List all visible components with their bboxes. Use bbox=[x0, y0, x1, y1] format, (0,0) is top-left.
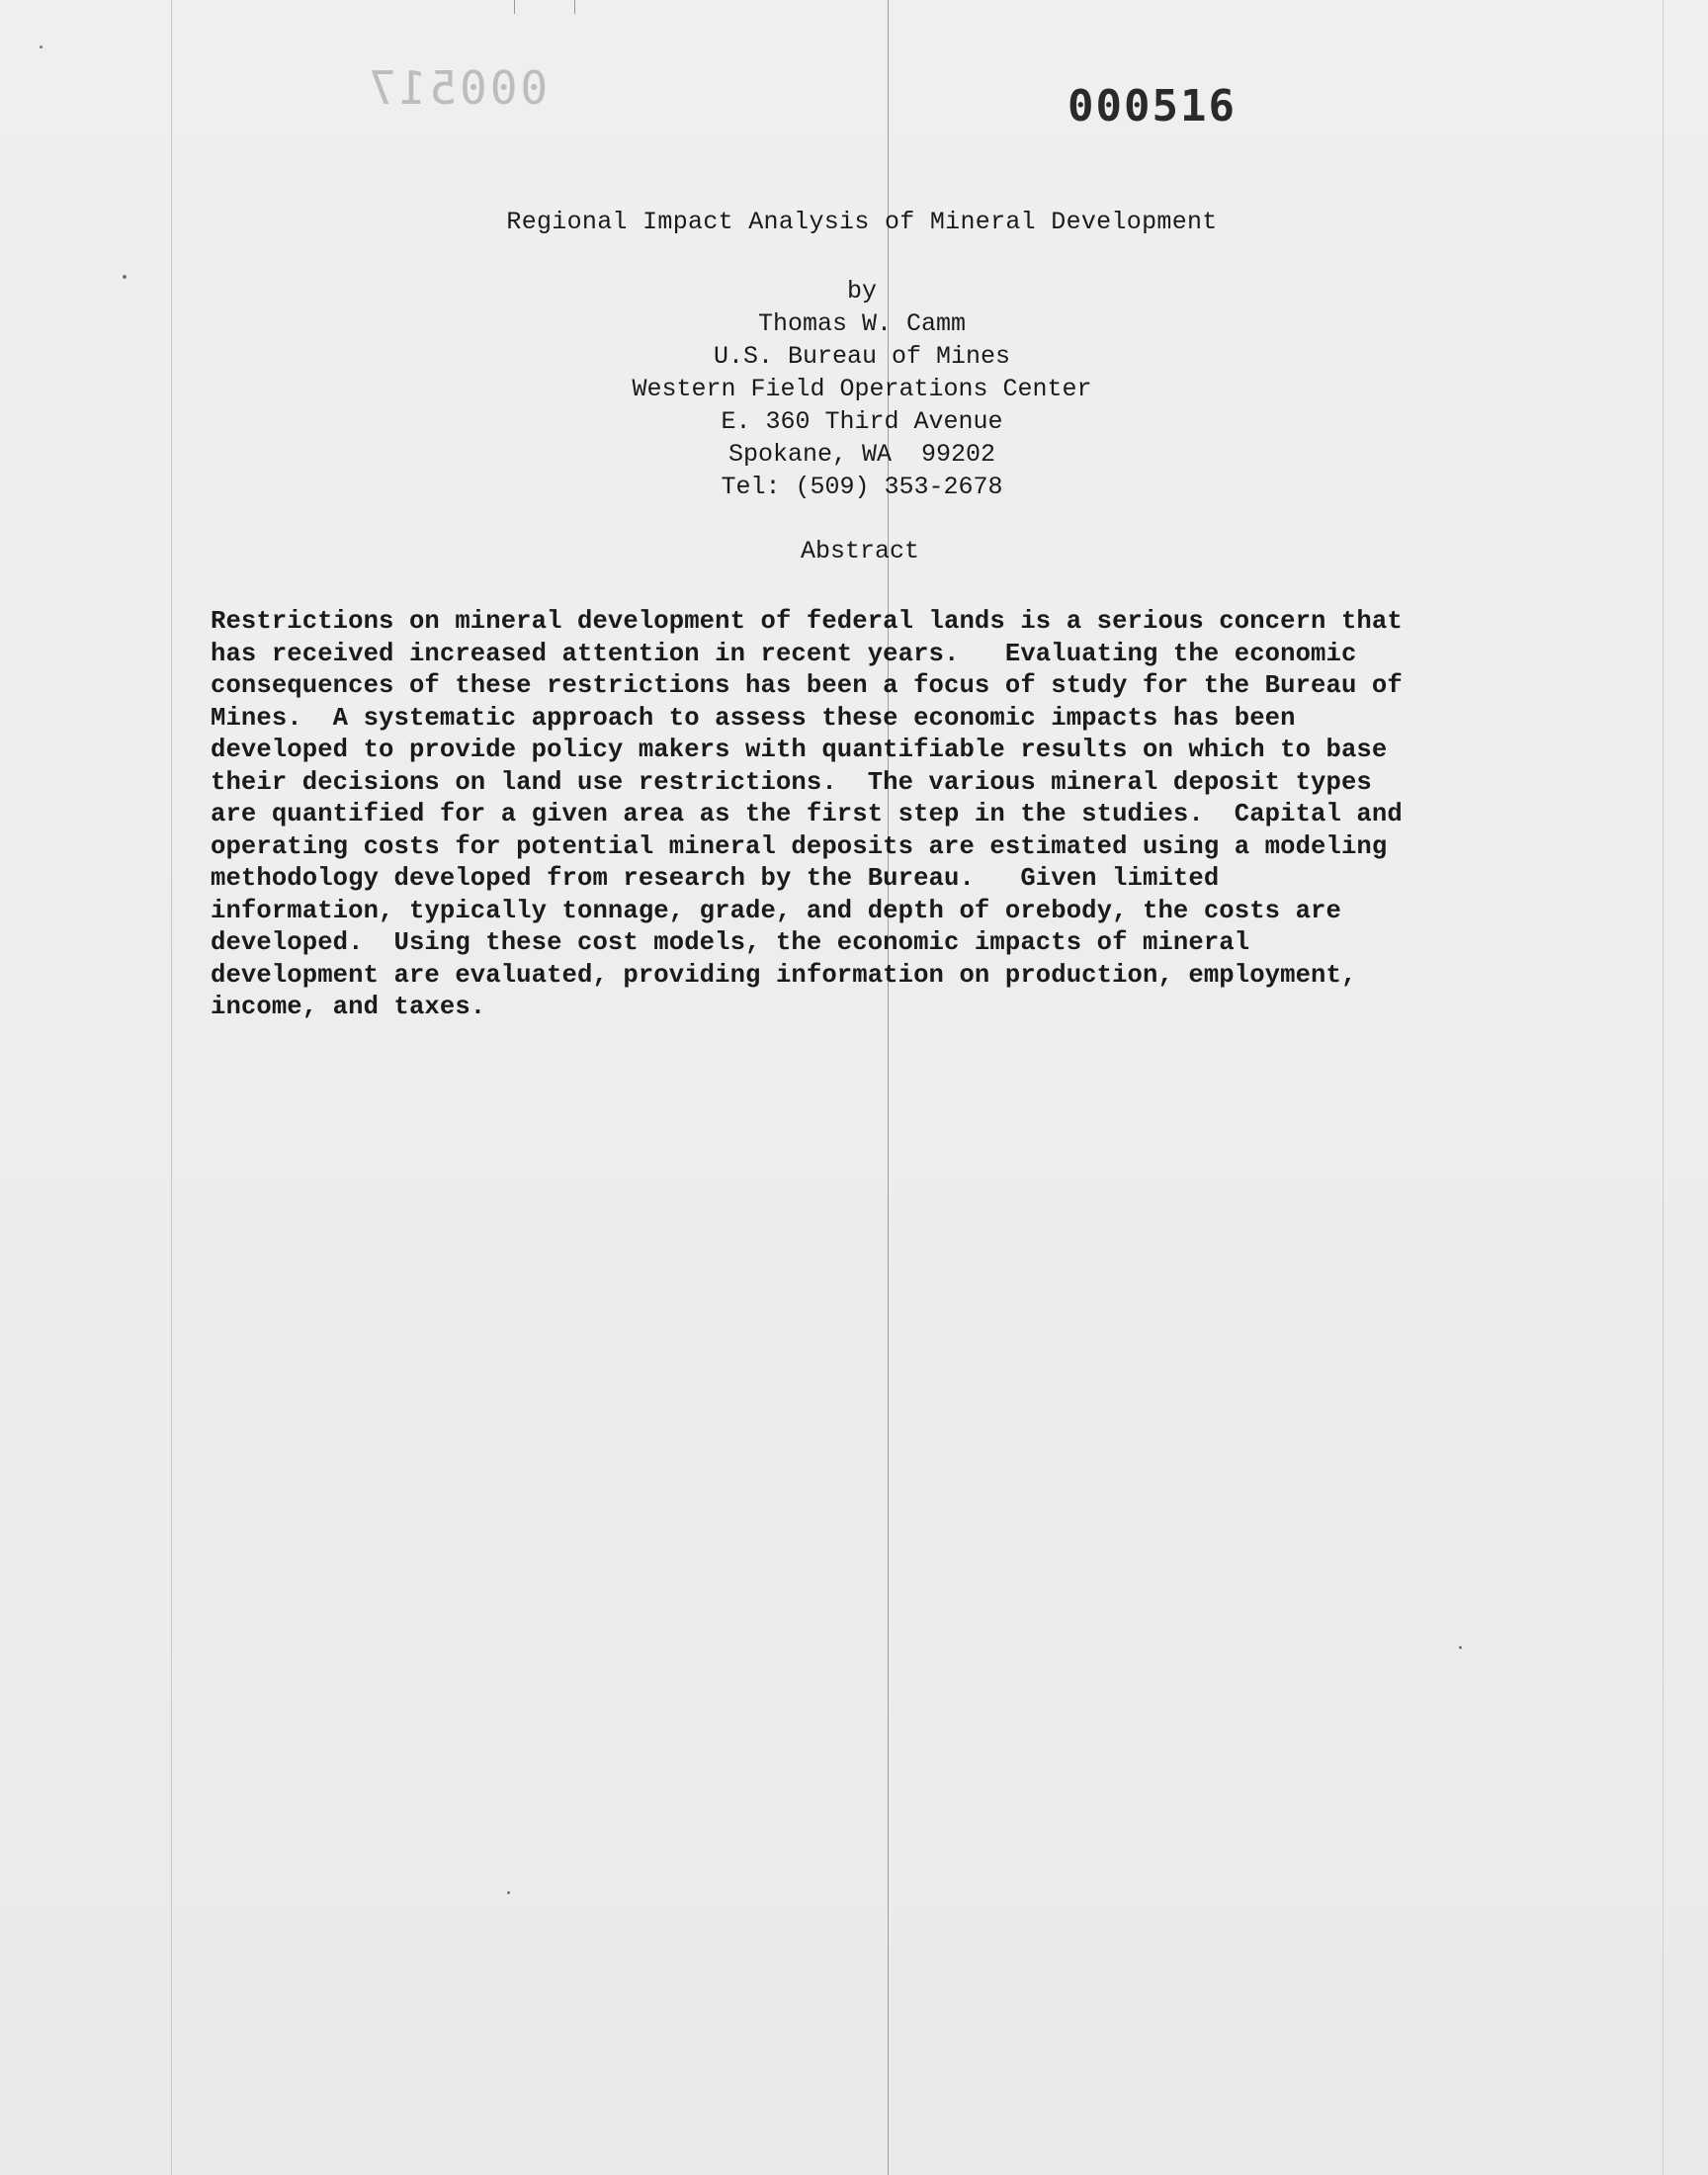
scan-speck bbox=[507, 1891, 510, 1894]
ghost-stamp-number: 000517 bbox=[366, 61, 549, 115]
page-stamp-number: 000516 bbox=[1068, 81, 1237, 131]
abstract-line: Restrictions on mineral development of federal lands is a serious concern that bbox=[211, 607, 1403, 636]
abstract-line: development are evaluated, providing information on production, employment, bbox=[211, 960, 1357, 990]
abstract-line: has received increased attention in recent years. Evaluating the economic bbox=[211, 639, 1357, 668]
author-city: Spokane, WA 99202 bbox=[727, 440, 996, 469]
abstract-line: income, and taxes. bbox=[211, 993, 486, 1021]
scan-top-marks bbox=[514, 0, 575, 14]
abstract-line: their decisions on land use restrictions. The various mineral deposit types bbox=[211, 767, 1372, 797]
author-organization: U.S. Bureau of Mines bbox=[713, 342, 1011, 371]
byline: by bbox=[846, 277, 877, 305]
abstract-line: consequences of these restrictions has been a focus of study for the Bureau of bbox=[211, 671, 1403, 700]
abstract-line: information, typically tonnage, grade, and depth of orebody, the costs are bbox=[211, 896, 1341, 925]
author-phone: Tel: (509) 353-2678 bbox=[721, 473, 1003, 501]
author-block bbox=[0, 275, 1708, 503]
abstract-body bbox=[211, 606, 1525, 1024]
abstract-line: Mines. A systematic approach to assess these economic impacts has been bbox=[211, 703, 1296, 733]
scan-speck bbox=[40, 45, 43, 48]
author-street: E. 360 Third Avenue bbox=[721, 407, 1003, 436]
abstract-heading: Abstract bbox=[800, 537, 920, 566]
abstract-line: operating costs for potential mineral deposits are estimated using a modeling bbox=[211, 831, 1388, 861]
abstract-line: methodology developed from research by the Bureau. Given limited bbox=[211, 864, 1220, 893]
abstract-line: developed. Using these cost models, the economic impacts of mineral bbox=[211, 928, 1250, 957]
author-division: Western Field Operations Center bbox=[632, 375, 1092, 403]
abstract-line: are quantified for a given area as the first step in the studies. Capital and bbox=[211, 800, 1403, 828]
abstract-line: developed to provide policy makers with quantifiable results on which to base bbox=[211, 736, 1388, 764]
scan-speck bbox=[1459, 1646, 1462, 1649]
author-name: Thomas W. Camm bbox=[757, 309, 967, 338]
document-title: Regional Impact Analysis of Mineral Development bbox=[506, 208, 1218, 236]
